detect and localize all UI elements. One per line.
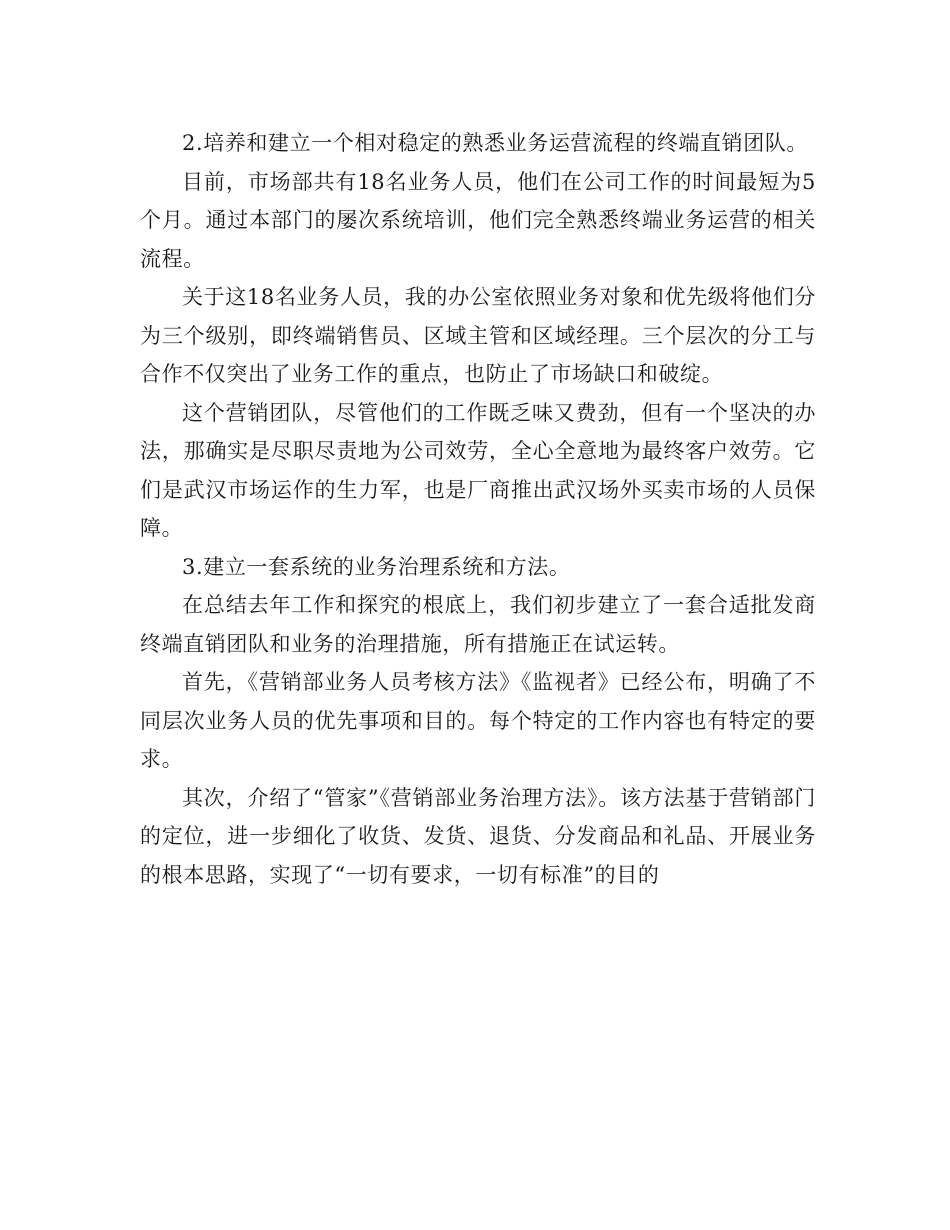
paragraph-team-goal: 2.培养和建立一个相对稳定的熟悉业务运营流程的终端直销团队。 bbox=[182, 131, 809, 155]
paragraph-staff-overview: 目前，市场部共有18名业务人员，他们在公司工作的时间最短为5个月。通过本部门的屡次系统培训，他们完全熟悉终端业务运营的相关流程。 bbox=[140, 169, 816, 271]
document-body bbox=[140, 124, 816, 894]
paragraph-staff-levels: 关于这18名业务人员，我的办公室依照业务对象和优先级将他们分为三个级别，即终端销售员、区域主管和区域经理。三个层次的分工与合作不仅突出了业务工作的重点，也防止了市场缺口和破绽。 bbox=[140, 285, 816, 386]
paragraph-team-spirit: 这个营销团队，尽管他们的工作既乏味又费劲，但有一个坚决的办法，那确实是尽职尽责地为公司效劳，全心全意地为最终客户效劳。它们是武汉市场运作的生力军，也是厂商推出武汉场外买卖市场的人员保障。 bbox=[140, 400, 816, 540]
paragraph-first-measure: 首先，《营销部业务人员考核方法》《监视者》已经公布，明确了不同层次业务人员的优先事项和目的。每个特定的工作内容也有特定的要求。 bbox=[140, 670, 816, 771]
paragraph-second-measure: 其次，介绍了“管家”《营销部业务治理方法》。该方法基于营销部门的定位，进一步细化了收货、发货、退货、分发商品和礼品、开展业务的根本思路，实现了“一切有要求，一切有标准”的目的 bbox=[140, 785, 816, 887]
paragraph-management-overview: 在总结去年工作和探究的根底上，我们初步建立了一套合适批发商终端直销团队和业务的治理措施，所有措施正在试运转。 bbox=[140, 593, 816, 656]
paragraph-management-goal: 3.建立一套系统的业务治理系统和方法。 bbox=[182, 554, 571, 579]
